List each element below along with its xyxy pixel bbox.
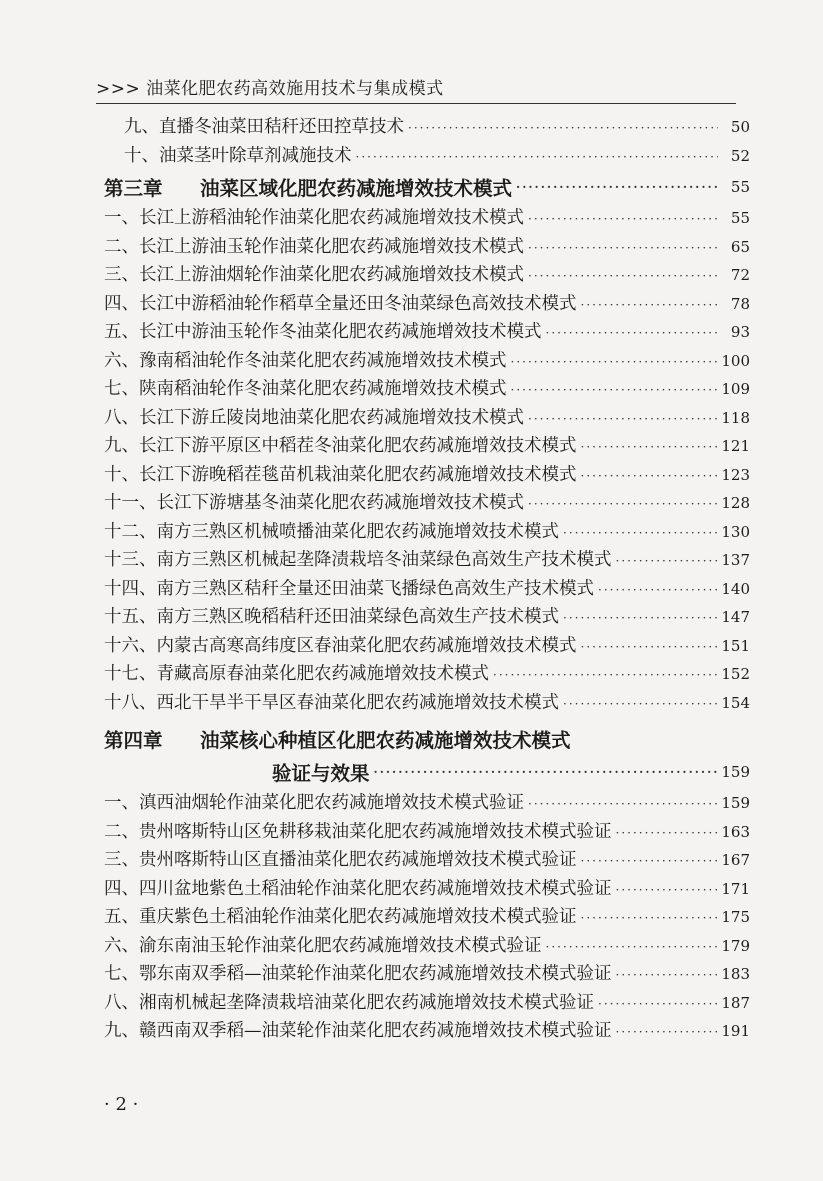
leader-dots bbox=[563, 611, 717, 625]
entry-title: 七、鄂东南双季稻—油菜轮作油菜化肥农药减施增效技术模式验证 bbox=[104, 964, 612, 984]
entry-page-number: 154 bbox=[721, 693, 750, 712]
leader-dots bbox=[616, 1025, 718, 1039]
entry-title: 二、长江上游油玉轮作油菜化肥农药减施增效技术模式 bbox=[104, 236, 524, 257]
toc-top-entries bbox=[104, 113, 750, 170]
chapter-3-heading[interactable] bbox=[104, 170, 750, 204]
leader-dots bbox=[616, 554, 718, 568]
entry-title: 八、湘南机械起垄降渍栽培油菜化肥农药减施增效技术模式验证 bbox=[104, 992, 594, 1013]
leader-dots bbox=[598, 583, 717, 597]
entry-title: 十、长江下游晚稻茬毯苗机栽油菜化肥农药减施增效技术模式 bbox=[104, 464, 577, 485]
chapter-4-entry[interactable] bbox=[104, 818, 750, 847]
entry-page-number: 140 bbox=[721, 579, 750, 598]
leader-dots bbox=[616, 883, 718, 897]
chapter-3-entry[interactable] bbox=[104, 518, 750, 547]
chapter-4-entry[interactable] bbox=[104, 1017, 750, 1046]
leader-dots bbox=[598, 997, 717, 1011]
leader-dots bbox=[546, 940, 718, 954]
entry-title: 四、四川盆地紫色土稻油轮作油菜化肥农药减施增效技术模式验证 bbox=[104, 878, 612, 899]
entry-page-number: 163 bbox=[721, 822, 750, 841]
leader-dots bbox=[528, 797, 717, 811]
chapter-4-heading[interactable] bbox=[104, 723, 750, 755]
chapter-4-title-line1: 油菜核心种植区化肥农药减施增效技术模式 bbox=[200, 729, 571, 752]
entry-title: 十八、西北干旱半干旱区春油菜化肥农药减施增效技术模式 bbox=[104, 692, 559, 713]
leader-dots bbox=[511, 355, 718, 369]
chapter-3-entry[interactable] bbox=[104, 575, 750, 604]
toc-entry[interactable] bbox=[104, 113, 750, 142]
leader-dots bbox=[581, 854, 718, 868]
leader-dots bbox=[616, 968, 718, 982]
leader-dots bbox=[408, 121, 718, 135]
entry-title: 九、直播冬油菜田秸秆还田控草技术 bbox=[124, 117, 404, 137]
leader-dots bbox=[563, 697, 717, 711]
chapter-3-entry[interactable] bbox=[104, 461, 750, 490]
chapter-3-entry[interactable] bbox=[104, 290, 750, 319]
entry-title: 八、长江下游丘陵岗地油菜化肥农药减施增效技术模式 bbox=[104, 407, 524, 428]
entry-title: 十三、南方三熟区机械起垄降渍栽培冬油菜绿色高效生产技术模式 bbox=[104, 550, 612, 570]
chapter-4-page: 159 bbox=[721, 763, 750, 781]
entry-title: 一、滇西油烟轮作油菜化肥农药减施增效技术模式验证 bbox=[104, 793, 524, 813]
chapter-4-entry[interactable] bbox=[104, 960, 750, 989]
entry-page-number: 109 bbox=[721, 380, 750, 398]
chapter-3-entry[interactable] bbox=[104, 632, 750, 661]
entry-title: 三、长江上游油烟轮作油菜化肥农药减施增效技术模式 bbox=[104, 265, 524, 285]
entry-page-number: 130 bbox=[721, 522, 750, 541]
entry-page-number: 55 bbox=[730, 209, 750, 227]
chapter-3-entry[interactable] bbox=[104, 233, 750, 262]
toc-entry[interactable] bbox=[104, 142, 750, 171]
entry-page-number: 167 bbox=[721, 851, 750, 869]
leader-dots bbox=[581, 298, 719, 312]
leader-dots bbox=[356, 150, 719, 164]
entry-title: 六、渝东南油玉轮作油菜化肥农药减施增效技术模式验证 bbox=[104, 935, 542, 956]
page-number: · 2 · bbox=[104, 1094, 139, 1115]
chapter-4-entry[interactable] bbox=[104, 989, 750, 1018]
entry-page-number: 72 bbox=[730, 266, 750, 284]
entry-title: 十五、南方三熟区晚稻秸秆还田油菜绿色高效生产技术模式 bbox=[104, 607, 559, 627]
leader-dots bbox=[528, 212, 718, 226]
entry-title: 七、陕南稻油轮作冬油菜化肥农药减施增效技术模式 bbox=[104, 379, 507, 399]
entry-page-number: 175 bbox=[721, 908, 750, 926]
chapter-3-entry[interactable] bbox=[104, 404, 750, 433]
table-of-contents bbox=[104, 113, 750, 1046]
entry-page-number: 128 bbox=[721, 494, 750, 512]
leader-dots bbox=[563, 526, 717, 540]
leader-dots bbox=[528, 241, 718, 255]
leader-dots bbox=[528, 412, 717, 426]
leader-dots bbox=[528, 497, 717, 511]
entry-title: 九、赣西南双季稻—油菜轮作油菜化肥农药减施增效技术模式验证 bbox=[104, 1021, 612, 1041]
leader-dots bbox=[616, 826, 718, 840]
entry-title: 十七、青藏高原春油菜化肥农药减施增效技术模式 bbox=[104, 664, 489, 684]
leader-dots bbox=[516, 180, 718, 194]
entry-title: 五、长江中游油玉轮作冬油菜化肥农药减施增效技术模式 bbox=[104, 322, 542, 342]
chapter-4-entry[interactable] bbox=[104, 846, 750, 875]
chapter-4-entry[interactable] bbox=[104, 789, 750, 818]
entry-title: 二、贵州喀斯特山区免耕移栽油菜化肥农药减施增效技术模式验证 bbox=[104, 821, 612, 842]
leader-dots bbox=[493, 668, 717, 682]
chapter-3-number: 第三章 bbox=[104, 177, 163, 200]
chapter-4-title-line2: 验证与效果 bbox=[272, 762, 370, 785]
chapter-3-entry[interactable] bbox=[104, 347, 750, 376]
entry-page-number: 152 bbox=[721, 665, 750, 683]
entry-page-number: 151 bbox=[721, 636, 750, 655]
entry-title: 四、长江中游稻油轮作稻草全量还田冬油菜绿色高效技术模式 bbox=[104, 293, 577, 314]
entry-page-number: 179 bbox=[721, 936, 750, 955]
entry-title: 十六、内蒙古高寒高纬度区春油菜化肥农药减施增效技术模式 bbox=[104, 635, 577, 656]
entry-title: 十四、南方三熟区秸秆全量还田油菜飞播绿色高效生产技术模式 bbox=[104, 578, 594, 599]
entry-page-number: 118 bbox=[721, 408, 750, 427]
chapter-4-heading-cont[interactable] bbox=[104, 755, 750, 789]
chapter-4-entry[interactable] bbox=[104, 932, 750, 961]
leader-dots bbox=[581, 640, 718, 654]
leader-dots bbox=[528, 269, 718, 283]
entry-page-number: 65 bbox=[730, 237, 750, 256]
entry-page-number: 50 bbox=[730, 118, 750, 136]
entry-page-number: 187 bbox=[721, 993, 750, 1012]
entry-title: 十、油菜茎叶除草剂减施技术 bbox=[124, 145, 352, 166]
leader-dots bbox=[546, 326, 719, 340]
entry-page-number: 171 bbox=[721, 879, 750, 898]
chapter-3-page: 55 bbox=[730, 178, 750, 196]
entry-title: 三、贵州喀斯特山区直播油菜化肥农药减施增效技术模式验证 bbox=[104, 850, 577, 870]
entry-page-number: 147 bbox=[721, 608, 750, 626]
entry-page-number: 191 bbox=[721, 1022, 750, 1040]
entry-page-number: 78 bbox=[730, 294, 750, 313]
chapter-4-entries bbox=[104, 789, 750, 1046]
chapter-4-entry[interactable] bbox=[104, 875, 750, 904]
chapter-3-entry[interactable] bbox=[104, 546, 750, 575]
chapter-3-entry[interactable] bbox=[104, 432, 750, 461]
leader-dots bbox=[581, 911, 718, 925]
chapter-3-entry[interactable] bbox=[104, 660, 750, 689]
leader-dots bbox=[374, 765, 718, 779]
chapter-3-entry[interactable] bbox=[104, 204, 750, 233]
entry-title: 五、重庆紫色土稻油轮作油菜化肥农药减施增效技术模式验证 bbox=[104, 907, 577, 927]
leader-dots bbox=[581, 440, 718, 454]
leader-dots bbox=[581, 469, 718, 483]
chapter-3-entry[interactable] bbox=[104, 261, 750, 290]
chapter-3-entry[interactable] bbox=[104, 603, 750, 632]
running-head: >>> 油菜化肥农药高效施用技术与集成模式 bbox=[96, 74, 736, 104]
entry-page-number: 52 bbox=[730, 146, 750, 165]
chapter-3-title: 油菜区域化肥农药减施增效技术模式 bbox=[200, 177, 513, 200]
entry-title: 九、长江下游平原区中稻茬冬油菜化肥农药减施增效技术模式 bbox=[104, 436, 577, 456]
entry-title: 十一、长江下游塘基冬油菜化肥农药减施增效技术模式 bbox=[104, 493, 524, 513]
entry-page-number: 93 bbox=[730, 323, 750, 341]
chapter-3-entry[interactable] bbox=[104, 375, 750, 404]
entry-page-number: 121 bbox=[721, 437, 750, 455]
entry-title: 六、豫南稻油轮作冬油菜化肥农药减施增效技术模式 bbox=[104, 350, 507, 371]
leader-dots bbox=[511, 383, 718, 397]
chapter-4-number: 第四章 bbox=[104, 729, 163, 752]
chapter-3-entry[interactable] bbox=[104, 318, 750, 347]
entry-page-number: 137 bbox=[721, 551, 750, 569]
entry-page-number: 159 bbox=[721, 794, 750, 812]
entry-title: 十二、南方三熟区机械喷播油菜化肥农药减施增效技术模式 bbox=[104, 521, 559, 542]
chapter-3-entry[interactable] bbox=[104, 689, 750, 718]
chapter-3-entries bbox=[104, 204, 750, 717]
entry-title: 一、长江上游稻油轮作油菜化肥农药减施增效技术模式 bbox=[104, 208, 524, 228]
chapter-3-entry[interactable] bbox=[104, 489, 750, 518]
entry-page-number: 183 bbox=[721, 965, 750, 983]
entry-page-number: 100 bbox=[721, 351, 750, 370]
chapter-4-entry[interactable] bbox=[104, 903, 750, 932]
entry-page-number: 123 bbox=[721, 465, 750, 484]
